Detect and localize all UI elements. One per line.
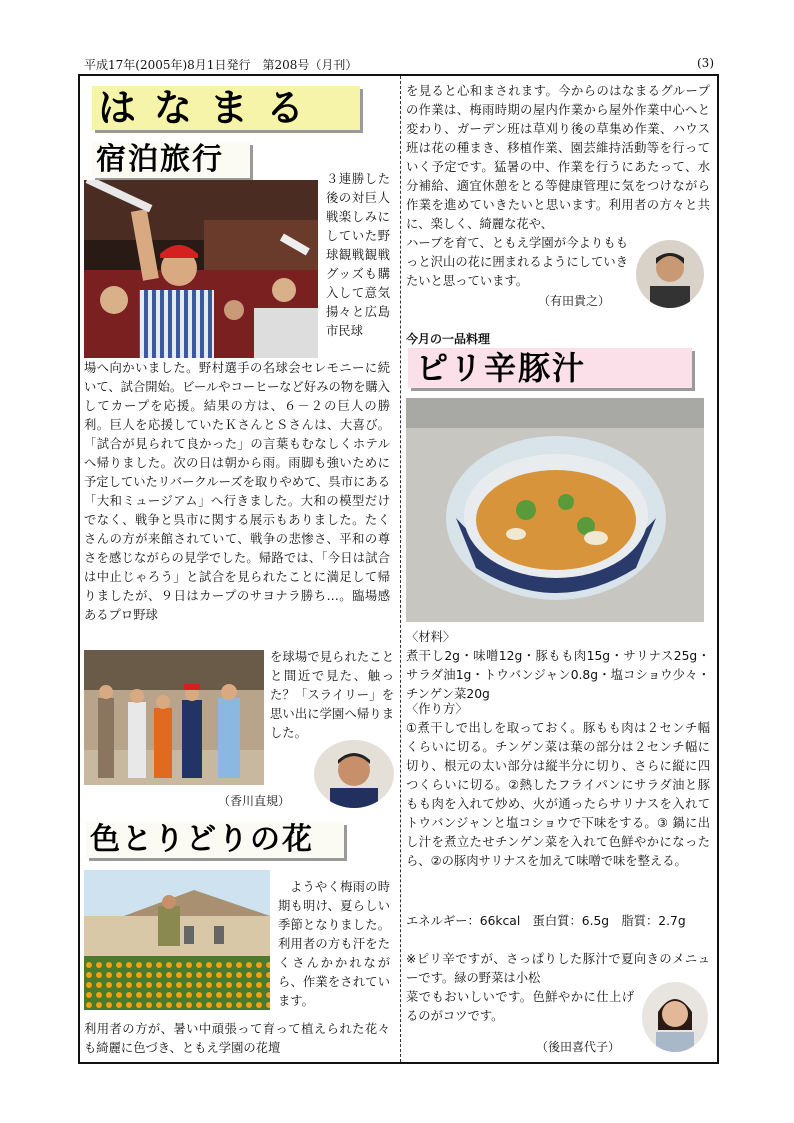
- arita-portrait: [636, 240, 704, 308]
- page-number: (3): [697, 56, 714, 70]
- recipe-title: ピリ辛豚汁: [408, 348, 692, 388]
- recipe-ingredients: 煮干し2g・味噌12g・豚もも肉15g・サリナス25g・サラダ油1g・トウバンジャン0.8g・塩コショウ少々・チンゲン菜20g: [406, 649, 710, 701]
- issue-info: 平成17年(2005年)8月1日発行 第208号（月刊）: [84, 58, 358, 72]
- soup-photo: [406, 398, 704, 622]
- trip-text-main: 場へ向かいました。野村選手の名球会セレモニーに続いて、試合開始。ビールやコーヒーなど好みの物を購入してカープを応援。結果の方は、６－２の巨人の勝利。巨人を応援していたＫさんとＳさんは、大喜び。「試合が見られて良かった」の言葉もむなしくホテルへ帰りました。次の日は朝から雨。雨脚も強いために予定していたリバークルーズを取りやめて、呉市にある「大和ミュージアム」へ行きました。大和の模型だけでなく、戦争と呉市に関する展示もありました。たくさんの方が来館されていて、戦争の悲惨さ、平和の尊さを感じながらの見学でした。帰路では、「今日は試合は中止じゃろう」と試合を見られたことに満足して帰りましたが、９日はカープのサヨナラ勝ち…。臨場感あるプロ野球: [84, 361, 390, 622]
- flowers-credit: （有田貴之）: [538, 294, 611, 308]
- recipe-method-heading: 〈作り方〉: [406, 702, 468, 716]
- page-header: [84, 56, 714, 72]
- flowers-text-beside-photo: ようやく梅雨の時期も明け、夏らしい季節となりました。利用者の方も汗をたくさんかかれながら、作業をされています。: [278, 880, 390, 1008]
- recipe-credit: （後田喜代子）: [536, 1040, 621, 1054]
- main-title: はなまる: [92, 86, 360, 130]
- recipe-ingredients-heading: 〈材料〉: [406, 630, 456, 644]
- trip-text-beside-photo: ３連勝した後の対巨人戦楽しみにしていた野球観戦観戦グッズも購入して意気揚々と広島市民球: [326, 172, 390, 338]
- column-divider: [400, 76, 401, 1062]
- flowers-text-tail: ハーブを育て、ともえ学園が今よりももっと沢山の花に囲まれるようにしていきたいと思っています。: [406, 236, 628, 288]
- kagawa-portrait: [314, 740, 394, 808]
- ushiroda-portrait: [642, 982, 708, 1052]
- recipe-note-b: 菜でもおいしいです。色鮮やかに仕上げるのがコツです。: [406, 990, 634, 1023]
- recipe-nutrition: エネルギー：66kcal 蛋白質：6.5g 脂質：2.7g: [406, 914, 686, 928]
- trip-credit: （香川直規）: [218, 794, 291, 808]
- stadium-photo: [84, 180, 318, 358]
- trip-section-title: 宿泊旅行: [92, 142, 250, 178]
- recipe-note-a: ※ピリ辛ですが、さっぱりした豚汁で夏向きのメニューです。緑の野菜は小松: [406, 952, 710, 985]
- trip-text-beside-photo2: を球場で見られたことと間近で見た、触った？「スライリー」を思い出に学園へ帰りました。: [270, 650, 394, 740]
- flowers-text-main: 利用者の方が、暑い中頑張って育って植えられた花々も綺麗に色づき、ともえ学園の花壇: [84, 1022, 390, 1055]
- recipe-kicker: 今月の一品料理: [406, 332, 491, 346]
- flowers-text-continued: を見ると心和まされます。今からのはなまるグループの作業は、梅雨時期の屋内作業から屋外作業中心へと変わり、ガーデン班は草刈り後の草集め作業、ハウス班は花の種まき、移植作業、園芸維持活動等を行っていく予定です。猛暑の中、作業を行うにあたって、水分補給、適宜休憩をとる等健康管理に気をつけながら作業を進めていきたいと思います。利用者の方々と共に、楽しく、綺麗な花や、: [406, 84, 710, 231]
- garden-photo: [84, 870, 270, 1010]
- recipe-method: ①煮干しで出しを取っておく。豚もも肉は２センチ幅くらいに切る。チンゲン菜は葉の部分は２センチ幅に切り、根元の太い部分は縦半分に切り、さらに縦に四つくらいに切る。②熱したフライパンにサラダ油と豚もも肉を入れて炒め、火が通ったらサリナスを入れてトウバンジャンと塩コショウで下味をする。③ 鍋に出し汁を煮立たせチンゲン菜を入れて色鮮やかになったら、②の豚肉サリナスを加えて味噌で味を整える。: [406, 721, 710, 868]
- flowers-section-title: 色とりどりの花: [86, 822, 344, 858]
- group-photo: [84, 650, 264, 785]
